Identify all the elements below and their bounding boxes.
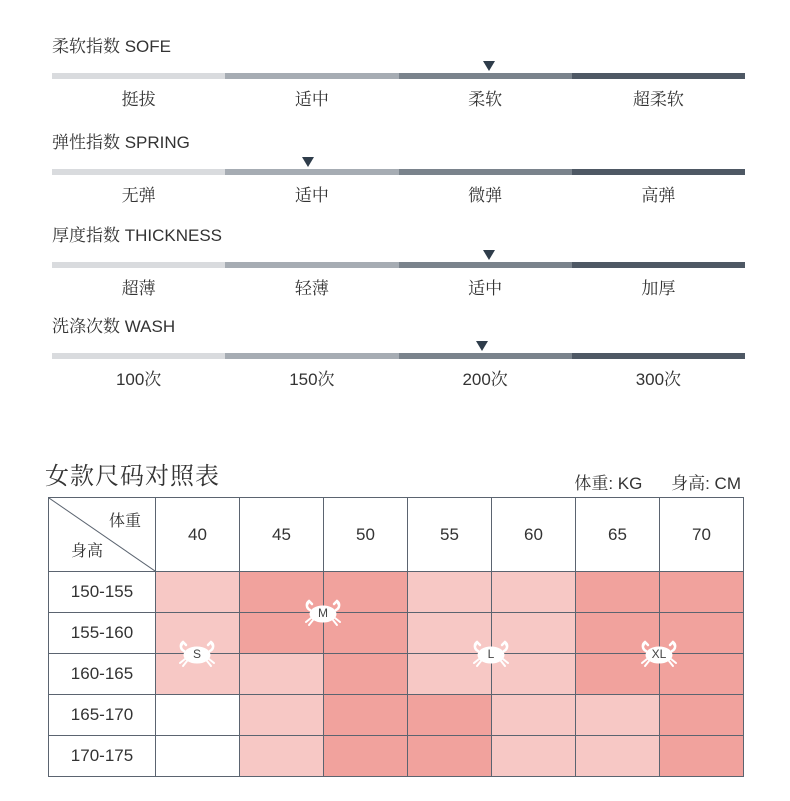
- height-header-cell: 150-155: [49, 572, 156, 613]
- size-cell: [660, 736, 744, 777]
- scale-label: 超薄: [121, 279, 156, 298]
- scale-labels: [52, 365, 745, 390]
- weight-header-cell: 70: [660, 498, 744, 572]
- scale-bar-segment: [399, 73, 572, 79]
- size-badge-label: XL: [651, 647, 667, 661]
- table-row: [49, 736, 744, 777]
- weight-header-cell: 45: [240, 498, 324, 572]
- size-cell: [492, 572, 576, 613]
- size-badge-label: L: [487, 647, 495, 661]
- size-cell: [660, 572, 744, 613]
- weight-header-cell: 55: [408, 498, 492, 572]
- scale-title: 柔软指数 SOFE: [52, 37, 172, 56]
- scale-bar: [52, 73, 745, 79]
- size-cell: [576, 695, 660, 736]
- unit-height: 身高: CM: [671, 474, 741, 493]
- scale-bar: [52, 353, 745, 359]
- size-badge-m: [303, 596, 343, 630]
- scale-label: 适中: [294, 186, 329, 205]
- scale-marker-triangle-icon: [483, 61, 495, 71]
- size-cell: [156, 572, 240, 613]
- weight-header-cell: 60: [492, 498, 576, 572]
- scale-title: 厚度指数 THICKNESS: [52, 226, 223, 245]
- scale-labels: [52, 85, 745, 110]
- scale-title: 洗涤次数 WASH: [52, 317, 176, 336]
- table-row: [49, 572, 744, 613]
- scale-bar-segment: [399, 169, 572, 175]
- scale-marker-triangle-icon: [302, 157, 314, 167]
- scale-bar-segment: [225, 353, 398, 359]
- size-badge-label: M: [318, 605, 328, 620]
- table-row: [49, 695, 744, 736]
- scale-label: 挺拔: [121, 90, 156, 109]
- height-header-cell: 160-165: [49, 654, 156, 695]
- scale-bar-segment: [399, 353, 572, 359]
- size-badge-l: [471, 637, 511, 671]
- corner-weight-label: 体重: [108, 513, 141, 530]
- size-cell: [240, 654, 324, 695]
- size-cell: [408, 736, 492, 777]
- scale-label: 微弹: [468, 186, 503, 205]
- scale-label: 高弹: [641, 186, 676, 205]
- size-cell: [492, 695, 576, 736]
- weight-header-cell: 50: [324, 498, 408, 572]
- scale-label: 无弹: [121, 186, 156, 205]
- size-cell: [324, 654, 408, 695]
- scale-bar: [52, 169, 745, 175]
- scale-bar-segment: [572, 73, 745, 79]
- scale-bar-segment: [52, 73, 225, 79]
- scale-labels: [52, 181, 745, 206]
- scale-bar-segment: [572, 262, 745, 268]
- size-badge-label: S: [192, 647, 201, 661]
- size-cell: [408, 572, 492, 613]
- scale-label: 加厚: [641, 279, 676, 298]
- scale-bar-segment: [572, 353, 745, 359]
- scale-bar: [52, 262, 745, 268]
- scale-label: 100次: [115, 370, 162, 389]
- size-cell: [240, 736, 324, 777]
- scale-label: 200次: [462, 370, 508, 389]
- size-cell: [576, 572, 660, 613]
- weight-header-cell: 65: [576, 498, 660, 572]
- size-badge-s: [177, 637, 217, 671]
- size-cell: [324, 736, 408, 777]
- scale-bar-segment: [572, 169, 745, 175]
- unit-weight: 体重: KG: [574, 474, 643, 493]
- scale-label: 150次: [289, 370, 335, 389]
- size-cell: [324, 695, 408, 736]
- size-cell: [660, 695, 744, 736]
- size-chart-title: 女款尺码对照表: [45, 463, 220, 490]
- scale-bar-segment: [52, 262, 225, 268]
- scale-bar-segment: [399, 262, 572, 268]
- height-header-cell: 165-170: [49, 695, 156, 736]
- size-cell: [156, 695, 240, 736]
- scale-labels: [52, 274, 745, 299]
- scale-title: 弹性指数 SPRING: [52, 133, 190, 152]
- scale-label: 300次: [635, 370, 682, 389]
- size-cell: [156, 736, 240, 777]
- height-header-cell: 170-175: [49, 736, 156, 777]
- scale-marker-triangle-icon: [483, 250, 495, 260]
- scale-label: 柔软: [468, 90, 503, 109]
- size-chart-units: [550, 469, 741, 494]
- size-chart-body: [49, 572, 744, 777]
- scale-bar-segment: [225, 73, 398, 79]
- scale-marker-triangle-icon: [476, 341, 488, 351]
- scale-bar-segment: [52, 169, 225, 175]
- size-chart-corner: [49, 498, 156, 572]
- size-badge-xl: [639, 637, 679, 671]
- scale-label: 轻薄: [294, 279, 329, 298]
- size-cell: [492, 736, 576, 777]
- size-cell: [408, 695, 492, 736]
- scale-bar-segment: [225, 262, 398, 268]
- size-cell: [240, 695, 324, 736]
- scale-label: 适中: [468, 279, 503, 298]
- scale-bar-segment: [225, 169, 398, 175]
- corner-height-label: 身高: [71, 543, 104, 560]
- scale-label: 适中: [294, 90, 329, 109]
- height-header-cell: 155-160: [49, 613, 156, 654]
- scale-bar-segment: [52, 353, 225, 359]
- scale-label: 超柔软: [632, 90, 684, 109]
- size-chart-header-row: [49, 498, 744, 572]
- weight-header-cell: 40: [156, 498, 240, 572]
- size-cell: [576, 736, 660, 777]
